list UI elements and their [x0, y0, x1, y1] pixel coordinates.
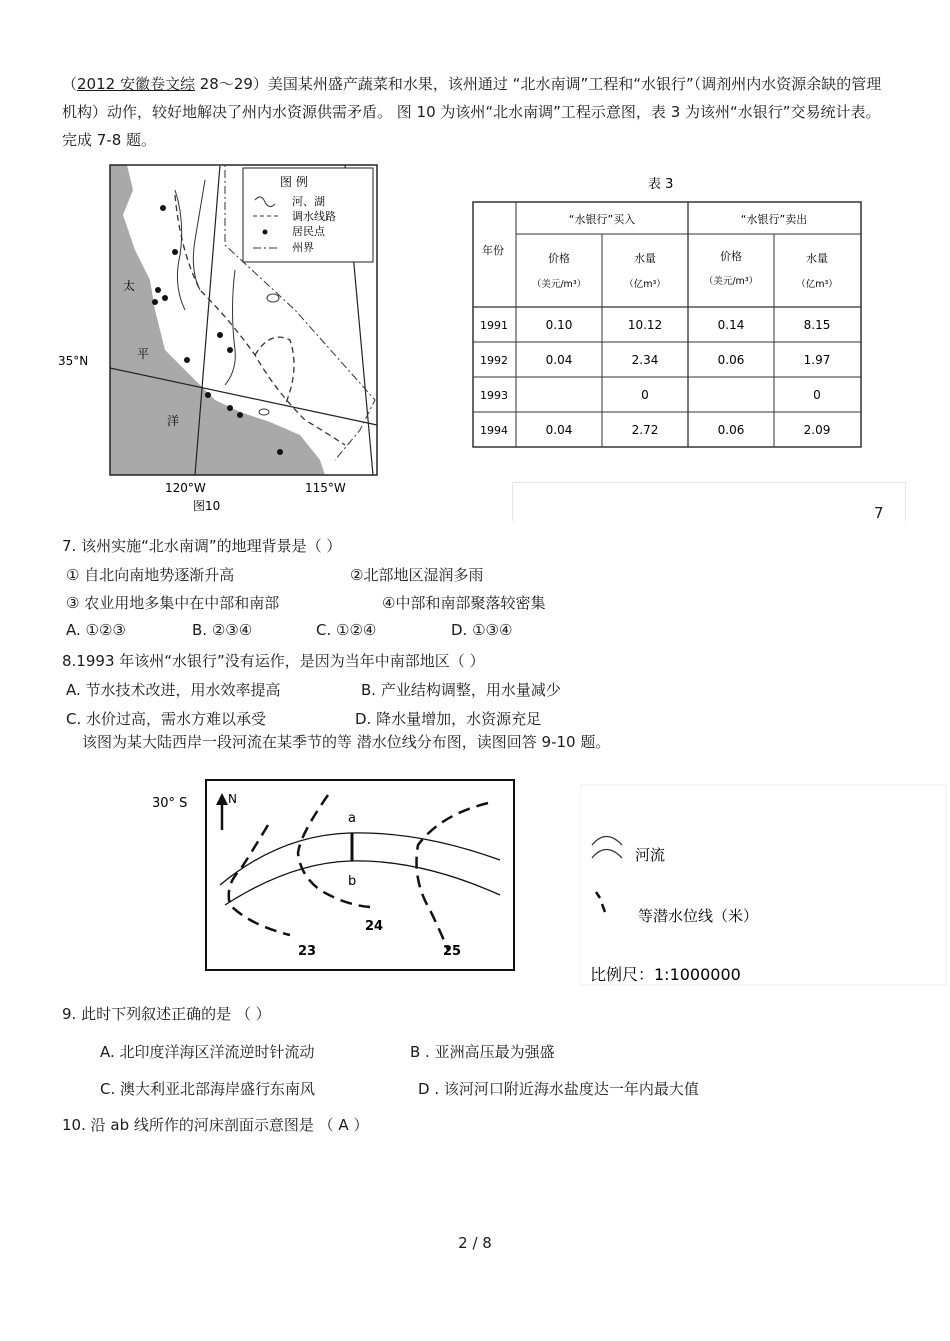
legend-river-icon-2	[592, 850, 622, 859]
cell-sell-volume: 1.97	[803, 353, 831, 367]
legend-contour-icon	[596, 892, 605, 912]
intro-paragraph	[62, 70, 892, 154]
settlement	[184, 357, 190, 363]
cell-buy-price: 0.04	[545, 353, 573, 367]
q7-item-1: ① 自北向南地势逐渐升高	[66, 566, 235, 584]
ocean-char-tai: 太	[123, 279, 136, 293]
longitude-label-120: 120°W	[165, 481, 206, 495]
intro-9-10: 该图为某大陆西岸一段河流在某季节的等 潜水位线分布图，读图回答 9-10 题。	[82, 733, 611, 751]
river-mid	[193, 180, 205, 290]
cell-year: 1991	[480, 319, 508, 332]
ocean-char-yang: 洋	[167, 414, 180, 428]
q7-item-2: ②北部地区湿润多雨	[350, 566, 484, 584]
ocean-char-ping: 平	[137, 347, 150, 361]
lake-2	[259, 409, 269, 415]
settlement	[277, 449, 283, 455]
cell-buy-price: 0.10	[545, 318, 573, 332]
river-south	[225, 270, 235, 385]
intro-rest: 28～29）美国某州盛产蔬菜和水果，该州通过 “北水南调”工程和“水银行”（调剂州内水资源余缺的管理机构）动作，较好地解决了州内水资源供需矛盾。 图 10 为该州“北水南调”工程示意图，表 3 为该州“水银行”交易统计表。完成 7-8 题。	[62, 75, 882, 149]
cell-sell-volume: 8.15	[803, 318, 831, 332]
stray-number: 7	[874, 504, 884, 522]
cell-sell-price: 0.14	[717, 318, 745, 332]
settlement	[205, 392, 211, 398]
cell-sell-volume: 2.09	[803, 423, 831, 437]
figure-caption: 图10	[193, 499, 221, 513]
legend-settlement-icon	[263, 230, 268, 235]
cell-buy-volume: 2.34	[631, 353, 659, 367]
contour-24	[298, 795, 370, 907]
legend-item-settlement: 居民点	[292, 225, 325, 238]
cell-buy-volume: 2.72	[631, 423, 659, 437]
legend-contour-label: 等潜水位线（米）	[638, 907, 759, 925]
q7-option-b: B. ②③④	[192, 621, 253, 639]
q8-option-b: B. 产业结构调整，用水量减少	[361, 681, 561, 699]
header-buy-price-unit: （美元/m³）	[531, 279, 587, 290]
settlement	[227, 347, 233, 353]
header-sell-volume-unit: （亿m³）	[796, 279, 838, 290]
cell-sell-price: 0.06	[717, 423, 745, 437]
header-sell-volume: 水量	[806, 252, 828, 265]
groundwater-legend	[580, 780, 948, 990]
header-buy-price: 价格	[548, 252, 570, 265]
q9-option-b: B . 亚洲高压最为强盛	[410, 1043, 555, 1061]
q7-option-a: A. ①②③	[66, 621, 126, 639]
legend-river-label: 河流	[635, 846, 666, 864]
q9-option-a: A. 北印度洋海区洋流逆时针流动	[100, 1043, 315, 1061]
header-year: 年份	[482, 244, 504, 257]
header-buy: “水银行”买入	[568, 213, 636, 226]
longitude-label-115: 115°W	[305, 481, 346, 495]
q7-item-4: ④中部和南部聚落较密集	[382, 594, 546, 612]
legend-scale: 比例尺：1:1000000	[590, 965, 741, 984]
intro-exam-source: 2012 安徽卷文综	[77, 75, 195, 93]
north-label: N	[228, 792, 237, 806]
contour-label-23: 23	[298, 944, 317, 959]
q8-stem: 8.1993 年该州“水银行”没有运作，是因为当年中南部地区（ ）	[62, 652, 485, 670]
q9-option-c: C. 澳大利亚北部海岸盛行东南风	[100, 1080, 316, 1098]
settlement	[237, 412, 243, 418]
q10-stem: 10. 沿 ab 线所作的河床剖面示意图是 （ A ）	[62, 1116, 369, 1134]
q7-item-3: ③ 农业用地多集中在中部和南部	[66, 594, 280, 612]
settlement	[172, 249, 178, 255]
q9-option-d: D . 该河河口附近海水盐度达一年内最大值	[418, 1080, 699, 1098]
groundwater-map	[150, 775, 520, 975]
header-sell: “水银行”卖出	[740, 213, 808, 226]
legend-item-border: 州界	[292, 241, 314, 254]
header-sell-price: 价格	[720, 250, 742, 263]
cell-sell-volume: 0	[813, 388, 821, 402]
water-transfer-branch	[255, 337, 294, 405]
settlement	[155, 287, 161, 293]
header-buy-volume: 水量	[634, 252, 656, 265]
legend-item-route: 调水线路	[292, 210, 336, 223]
contour-23	[229, 825, 290, 935]
figure-10-map	[55, 160, 395, 520]
legend-title: 图 例	[280, 175, 308, 189]
cell-year: 1993	[480, 389, 508, 402]
settlement	[160, 205, 166, 211]
table-3	[468, 172, 868, 454]
q8-option-c: C. 水价过高，需水方难以承受	[66, 710, 267, 728]
north-arrow-head	[216, 793, 228, 805]
intro-prefix: （	[62, 75, 78, 93]
legend-river-icon	[592, 837, 622, 846]
q7-stem: 7. 该州实施“北水南调”的地理背景是（ ）	[62, 537, 342, 555]
point-b-label: b	[348, 874, 357, 889]
point-a-label: a	[348, 811, 356, 826]
scan-artifact-box	[512, 482, 906, 521]
cell-sell-price: 0.06	[717, 353, 745, 367]
header-sell-price-unit: （美元/m³）	[703, 276, 759, 287]
river-north-bank	[220, 833, 500, 885]
settlement	[227, 405, 233, 411]
q9-stem: 9. 此时下列叙述正确的是 （ ）	[62, 1005, 271, 1023]
header-buy-volume-unit: （亿m³）	[624, 279, 666, 290]
q8-option-a: A. 节水技术改进，用水效率提高	[66, 681, 281, 699]
cell-buy-price: 0.04	[545, 423, 573, 437]
cell-year: 1992	[480, 354, 508, 367]
map2-latitude-label: 30° S	[152, 796, 188, 811]
q8-option-d: D. 降水量增加，水资源充足	[355, 710, 542, 728]
table-title: 表 3	[648, 177, 674, 192]
settlement	[217, 332, 223, 338]
contour-label-24: 24	[365, 919, 384, 934]
settlement	[162, 295, 168, 301]
latitude-label: 35°N	[58, 354, 89, 368]
legend-item-river: 河、湖	[292, 195, 325, 208]
cell-year: 1994	[480, 424, 508, 437]
river-south-bank	[225, 861, 500, 905]
cell-buy-volume: 10.12	[627, 318, 663, 332]
q7-option-d: D. ①③④	[451, 621, 513, 639]
settlement	[152, 299, 158, 305]
q7-option-c: C. ①②④	[316, 621, 377, 639]
lake-1	[267, 294, 279, 302]
legend-frame	[580, 785, 946, 985]
cell-buy-volume: 0	[641, 388, 649, 402]
contour-label-25: 25	[443, 944, 462, 959]
page-number: 2 / 8	[458, 1234, 492, 1252]
